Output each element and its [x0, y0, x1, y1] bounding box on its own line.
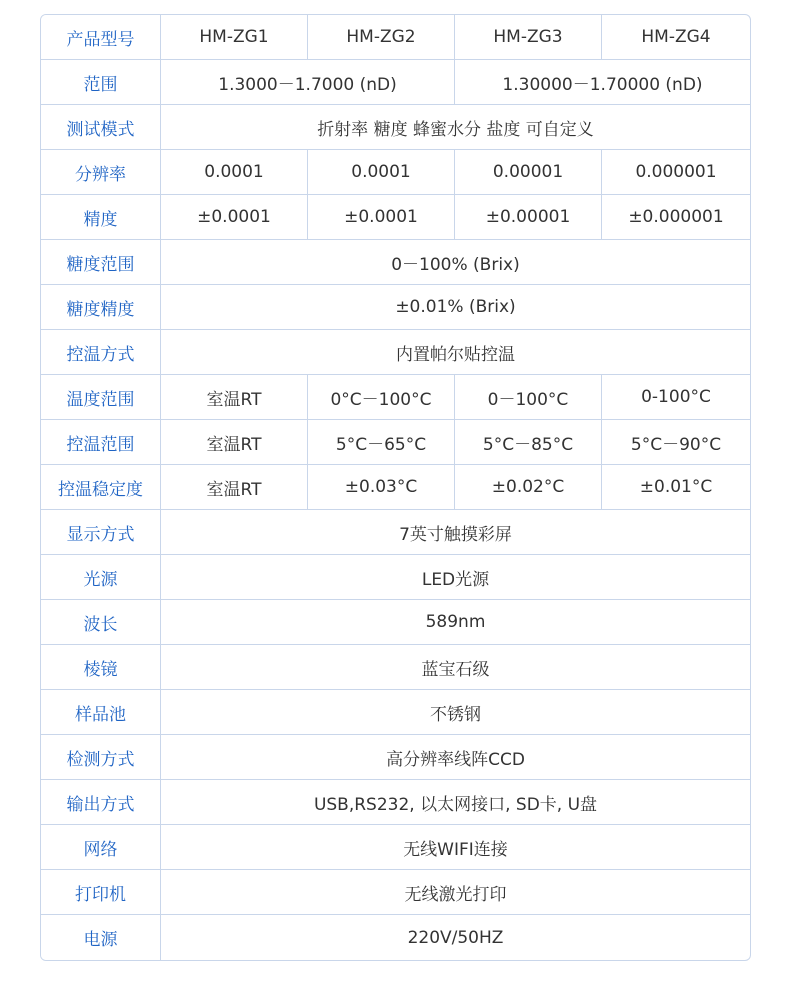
printer-cell: 无线激光打印	[161, 870, 750, 915]
temp-stability-cell: 室温RT	[161, 465, 308, 510]
temp-range-cell: 室温RT	[161, 375, 308, 420]
row-label: 打印机	[41, 870, 161, 915]
table-row-temp-control-range	[41, 420, 750, 465]
table-row-detection	[41, 735, 750, 780]
resolution-cell: 0.000001	[602, 150, 750, 195]
temp-range-cell: 0°C－100°C	[308, 375, 455, 420]
row-label: 显示方式	[41, 510, 161, 555]
range-cell: 1.30000－1.70000 (nD)	[455, 60, 750, 105]
table-row-temp-stability	[41, 465, 750, 510]
range-cell: 1.3000－1.7000 (nD)	[161, 60, 455, 105]
table-row-network	[41, 825, 750, 870]
accuracy-cell: ±0.00001	[455, 195, 602, 240]
row-label: 产品型号	[41, 15, 161, 60]
temp-stability-cell: ±0.01°C	[602, 465, 750, 510]
row-label: 光源	[41, 555, 161, 600]
temp-control-range-cell: 5°C－85°C	[455, 420, 602, 465]
table-row-resolution	[41, 150, 750, 195]
temp-control-range-cell: 室温RT	[161, 420, 308, 465]
table-row-output	[41, 780, 750, 825]
prism-cell: 蓝宝石级	[161, 645, 750, 690]
table-row-accuracy	[41, 195, 750, 240]
light-source-cell: LED光源	[161, 555, 750, 600]
temp-stability-cell: ±0.03°C	[308, 465, 455, 510]
table-row-test-mode	[41, 105, 750, 150]
row-label: 糖度精度	[41, 285, 161, 330]
table-row-brix-accuracy	[41, 285, 750, 330]
model-cell: HM-ZG2	[308, 15, 455, 60]
accuracy-cell: ±0.0001	[308, 195, 455, 240]
resolution-cell: 0.0001	[161, 150, 308, 195]
wavelength-cell: 589nm	[161, 600, 750, 645]
brix-range-cell: 0－100% (Brix)	[161, 240, 750, 285]
table-row-prism	[41, 645, 750, 690]
sample-cell-value: 不锈钢	[161, 690, 750, 735]
row-label: 分辨率	[41, 150, 161, 195]
table-row-temp-range	[41, 375, 750, 420]
row-label: 控温范围	[41, 420, 161, 465]
table-row-display	[41, 510, 750, 555]
row-label: 控温稳定度	[41, 465, 161, 510]
model-cell: HM-ZG1	[161, 15, 308, 60]
table-row-range	[41, 60, 750, 105]
temp-control-range-cell: 5°C－65°C	[308, 420, 455, 465]
table-row-model	[41, 15, 750, 60]
table-row-printer	[41, 870, 750, 915]
temp-stability-cell: ±0.02°C	[455, 465, 602, 510]
row-label: 温度范围	[41, 375, 161, 420]
temp-range-cell: 0－100°C	[455, 375, 602, 420]
row-label: 控温方式	[41, 330, 161, 375]
network-cell: 无线WIFI连接	[161, 825, 750, 870]
row-label: 波长	[41, 600, 161, 645]
row-label: 糖度范围	[41, 240, 161, 285]
spec-table	[40, 14, 751, 961]
power-cell: 220V/50HZ	[407, 927, 504, 948]
row-label: 检测方式	[41, 735, 161, 780]
resolution-cell: 0.00001	[455, 150, 602, 195]
row-label: 网络	[41, 825, 161, 870]
row-label: 输出方式	[41, 780, 161, 825]
temp-control-method-cell: 内置帕尔贴控温	[161, 330, 750, 375]
brix-accuracy-cell: ±0.01% (Brix)	[161, 285, 750, 330]
row-label: 精度	[41, 195, 161, 240]
table-row-temp-control-method	[41, 330, 750, 375]
model-cell: HM-ZG3	[455, 15, 602, 60]
row-label: 棱镜	[41, 645, 161, 690]
table-row-sample-cell	[41, 690, 750, 735]
test-mode-cell: 折射率 糖度 蜂蜜水分 盐度 可自定义	[161, 105, 750, 150]
table-row-wavelength	[41, 600, 750, 645]
row-label: 电源	[41, 915, 161, 960]
display-cell: 7英寸触摸彩屏	[161, 510, 750, 555]
accuracy-cell: ±0.000001	[602, 195, 750, 240]
output-cell: USB,RS232, 以太网接口, SD卡, U盘	[161, 780, 750, 825]
resolution-cell: 0.0001	[308, 150, 455, 195]
row-label: 测试模式	[41, 105, 161, 150]
temp-control-range-cell: 5°C－90°C	[602, 420, 750, 465]
row-label: 范围	[41, 60, 161, 105]
accuracy-cell: ±0.0001	[161, 195, 308, 240]
spec-table-wrapper	[40, 14, 749, 961]
row-label: 样品池	[41, 690, 161, 735]
table-row-power	[41, 915, 750, 960]
detection-cell: 高分辨率线阵CCD	[161, 735, 750, 780]
table-row-brix-range	[41, 240, 750, 285]
model-cell: HM-ZG4	[602, 15, 750, 60]
table-row-light-source	[41, 555, 750, 600]
temp-range-cell: 0-100°C	[602, 375, 750, 420]
